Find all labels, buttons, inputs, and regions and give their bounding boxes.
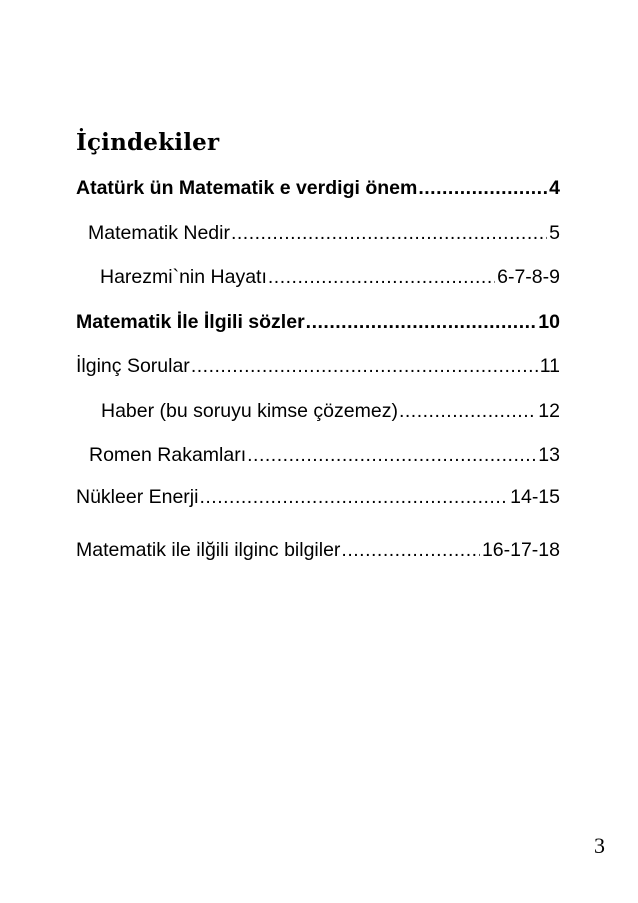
toc-entry-page: 6-7-8-9 (497, 266, 560, 288)
toc-title: İçindekiler (76, 129, 220, 156)
toc-entry-label: Matematik Nedir (88, 222, 230, 244)
toc-entry[interactable] (100, 264, 560, 290)
toc-entry-label: Harezmi`nin Hayatı (100, 266, 267, 288)
toc-entry-page: 11 (539, 355, 560, 377)
toc-entry-label: Matematik ile ilğili ilginc bilgiler (76, 539, 341, 561)
toc-entry-label: Nükleer Enerji (76, 486, 199, 508)
toc-entry-page: 16-17-18 (481, 539, 560, 561)
toc-dot-leader (230, 220, 547, 246)
toc-dot-leader (267, 264, 495, 290)
toc-dot-leader (246, 442, 536, 468)
toc-dot-leader (398, 398, 536, 424)
toc-entry-label: Romen Rakamları (89, 444, 247, 466)
toc-entry-page: 10 (538, 311, 560, 333)
toc-entry[interactable] (76, 537, 560, 563)
toc-entry-page: 12 (538, 400, 560, 422)
page-number: 3 (594, 833, 605, 858)
toc-entry[interactable] (76, 309, 560, 335)
toc-entry[interactable] (101, 398, 560, 424)
toc-entry[interactable] (76, 175, 560, 201)
toc-entry-page: 4 (549, 177, 560, 199)
toc-dot-leader (417, 175, 547, 201)
toc-entry-label: Atatürk ün Matematik e verdigi önem (76, 177, 418, 199)
toc-entry[interactable] (76, 353, 560, 379)
toc-entry-page: 13 (538, 444, 560, 466)
toc-entry[interactable] (76, 484, 560, 510)
toc-entry-label: İlginç Sorular (76, 355, 190, 377)
toc-dot-leader (198, 484, 508, 510)
toc-dot-leader (340, 537, 480, 563)
toc-entry[interactable] (88, 220, 560, 246)
toc-entry-page: 14-15 (510, 486, 560, 508)
toc-entry-page: 5 (549, 222, 560, 244)
toc-dot-leader (305, 309, 537, 335)
toc-entry-label: Matematik İle İlgili sözler (76, 311, 305, 333)
toc-dot-leader (190, 353, 538, 379)
toc-entry[interactable] (89, 442, 560, 468)
toc-entry-label: Haber (bu soruyu kimse çözemez) (101, 400, 398, 422)
